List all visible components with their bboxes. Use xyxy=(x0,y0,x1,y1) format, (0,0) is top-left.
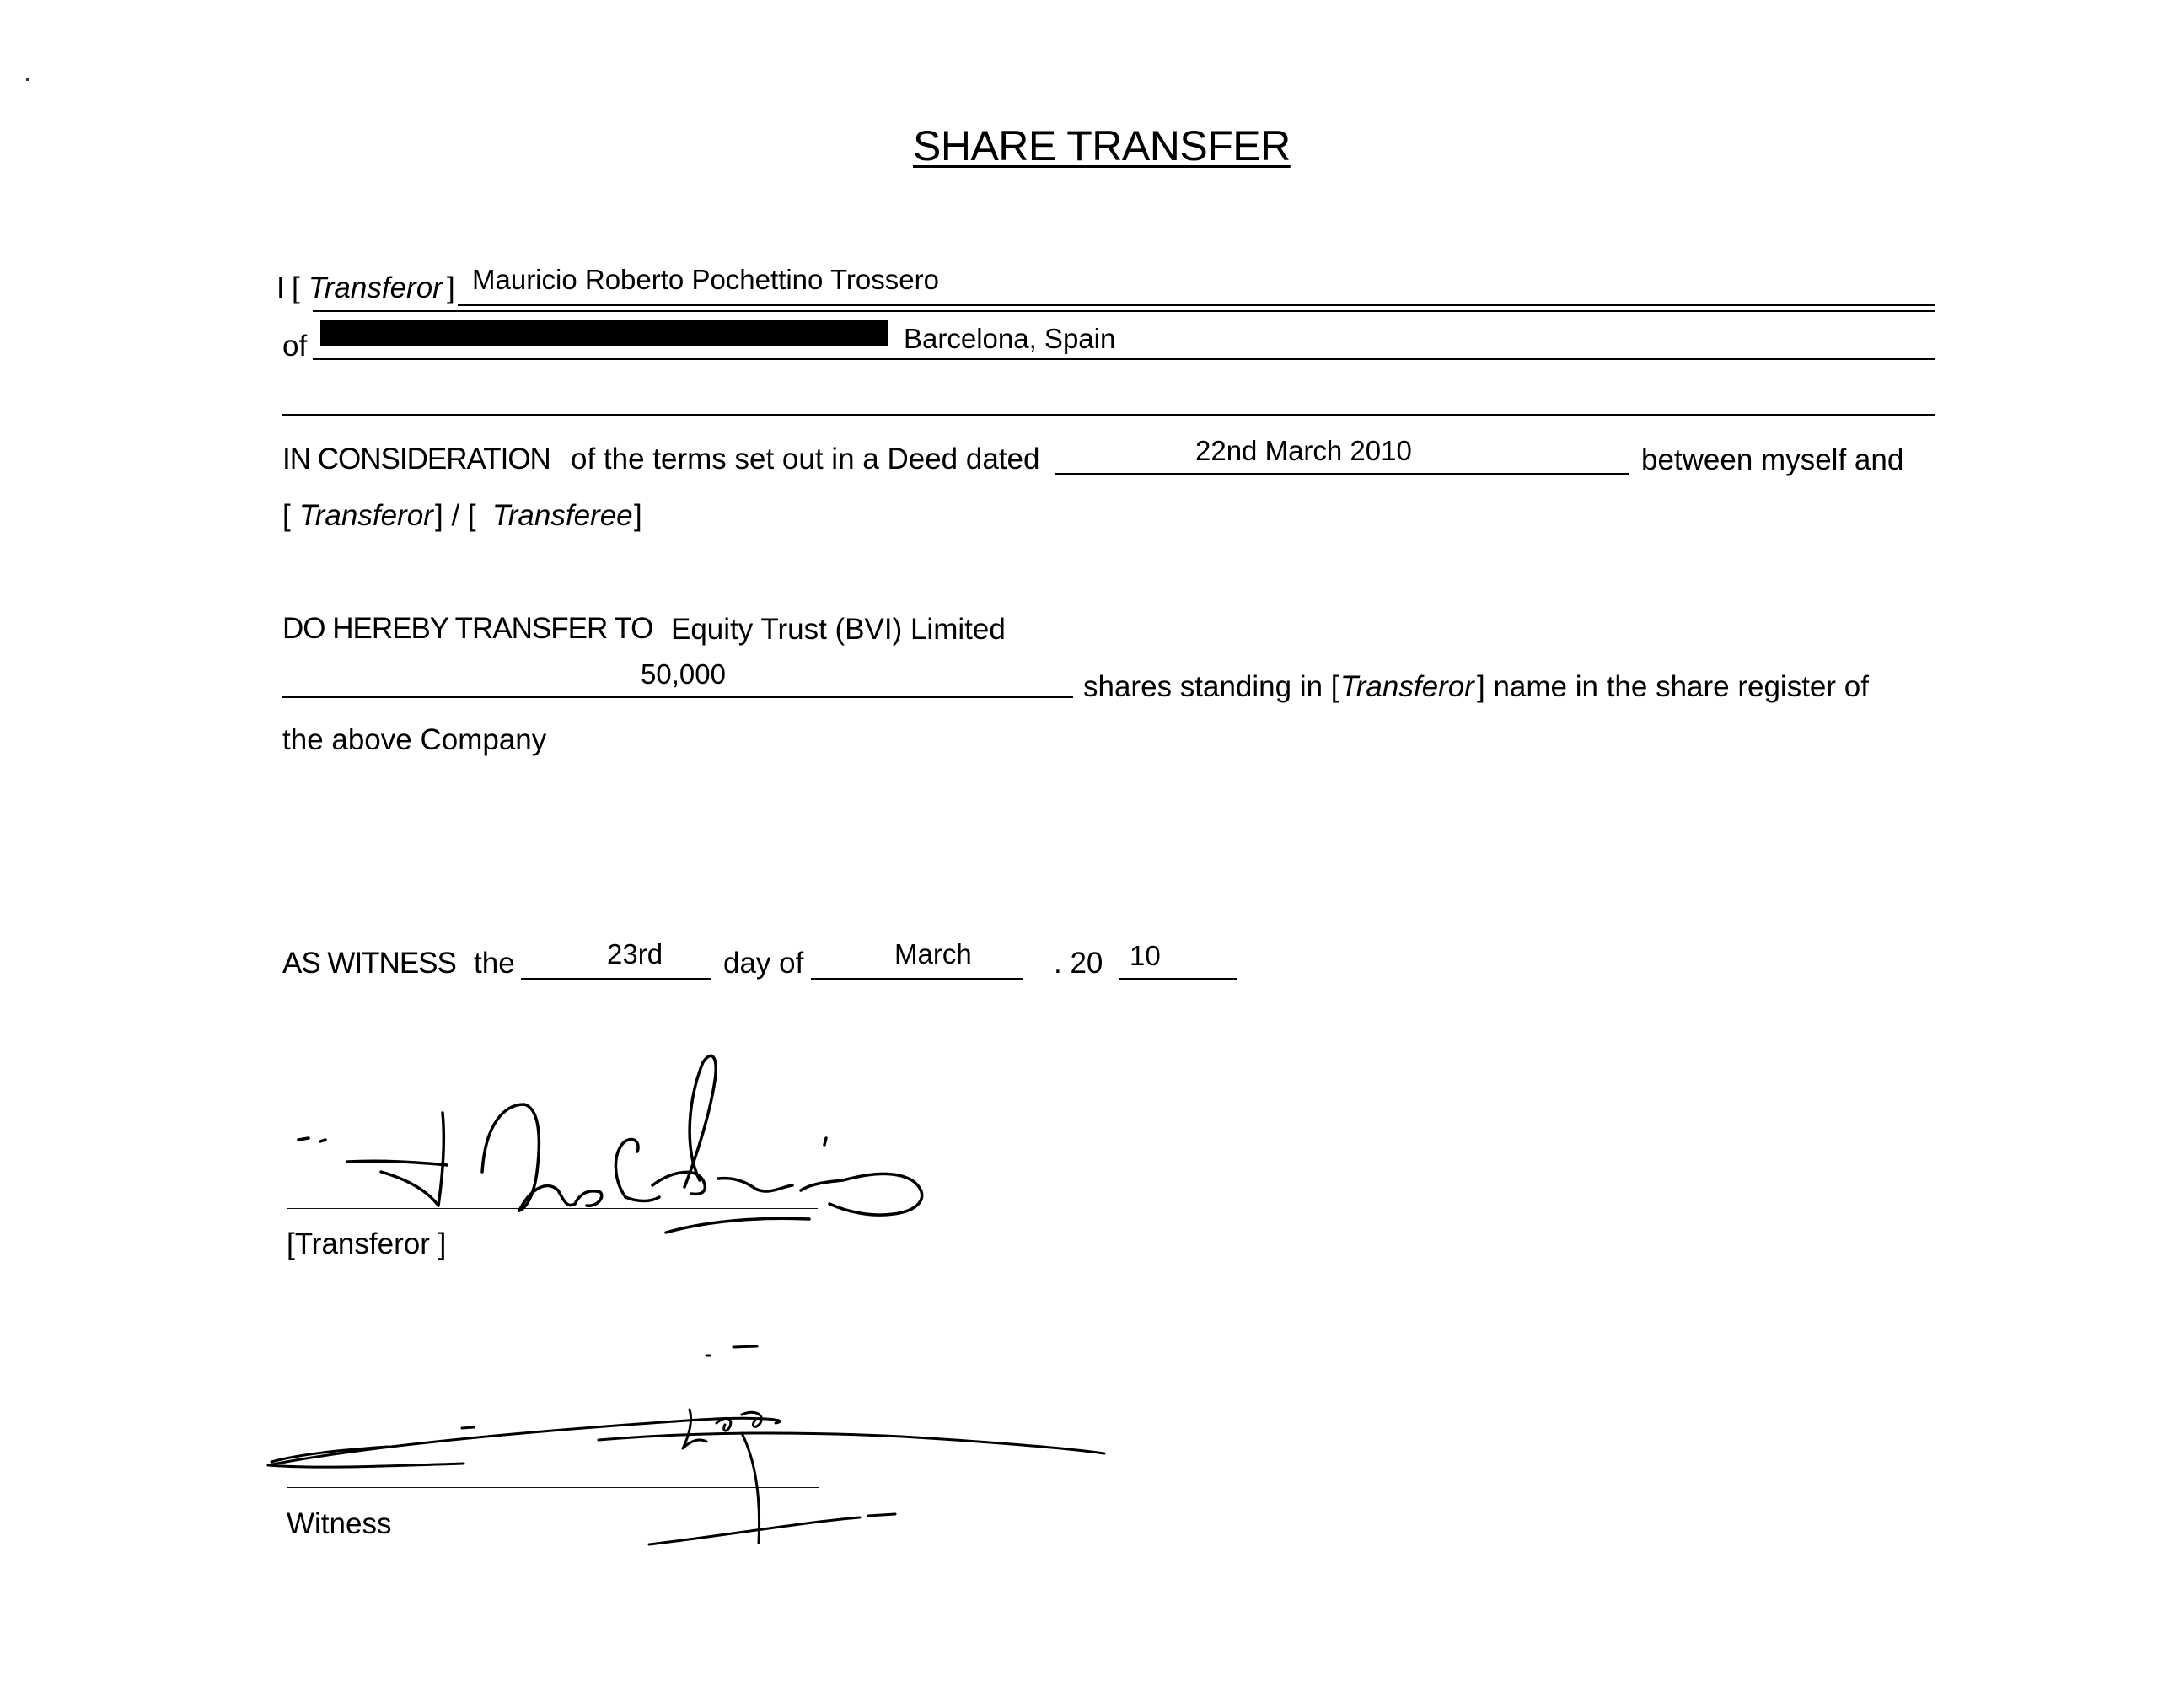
transferor-label: Transferor xyxy=(309,271,443,304)
party-bracket-close: ] xyxy=(634,499,642,532)
document-title: SHARE TRANSFER xyxy=(913,122,1291,169)
transferor-signature-label: [Transferor ] xyxy=(287,1227,447,1260)
address-rule xyxy=(313,358,1935,360)
consideration-text: of the terms set out in a Deed dated xyxy=(571,443,1040,475)
party-transferee: Transferee xyxy=(492,499,633,532)
deed-date: 22nd March 2010 xyxy=(1195,435,1412,466)
party-separator: ] / [ xyxy=(435,499,476,532)
share-count: 50,000 xyxy=(641,658,726,690)
transferor-name-rule xyxy=(458,304,1935,306)
transferor-name: Mauricio Roberto Pochettino Trossero xyxy=(472,264,939,295)
witness-signature-label: Witness xyxy=(287,1507,392,1540)
shares-text-1: shares standing in [ xyxy=(1083,670,1339,703)
address-upper-rule xyxy=(313,310,1935,312)
witness-day-of: day of xyxy=(723,947,804,980)
transferee-name: Equity Trust (BVI) Limited xyxy=(671,613,1006,646)
witness-year-prefix: . 20 xyxy=(1054,947,1103,980)
transferor-signature xyxy=(287,1045,1012,1248)
address-prefix: of xyxy=(282,330,308,363)
witness-month: March xyxy=(894,938,972,969)
party-transferor: Transferor xyxy=(299,499,433,532)
shares-transferor-label: Transferor xyxy=(1340,670,1474,703)
witness-day: 23rd xyxy=(607,938,663,969)
witness-the: the xyxy=(474,947,515,980)
deed-date-rule xyxy=(1055,473,1629,475)
witness-year-suffix: 10 xyxy=(1130,940,1161,971)
witness-heading: AS WITNESS xyxy=(282,947,456,980)
share-count-rule xyxy=(282,696,1073,698)
address-city: Barcelona, Spain xyxy=(904,323,1116,354)
consideration-suffix: between myself and xyxy=(1641,443,1904,476)
transferor-bracket-open: [ xyxy=(292,271,300,304)
witness-month-rule xyxy=(811,978,1023,980)
witness-year-rule xyxy=(1119,978,1237,980)
consideration-heading: IN CONSIDERATION xyxy=(282,443,550,475)
transferor-bracket-close: ] xyxy=(447,271,455,304)
witness-day-rule xyxy=(521,978,711,980)
shares-text-2: ] name in the share register of xyxy=(1477,670,1869,703)
shares-text-3: the above Company xyxy=(282,723,547,756)
transferor-prefix: I xyxy=(276,271,285,304)
scan-speck xyxy=(26,78,29,81)
redaction-bar xyxy=(320,320,888,346)
transfer-heading: DO HEREBY TRANSFER TO xyxy=(282,612,653,645)
address-second-rule xyxy=(282,414,1935,416)
party-bracket-open: [ xyxy=(282,499,291,532)
